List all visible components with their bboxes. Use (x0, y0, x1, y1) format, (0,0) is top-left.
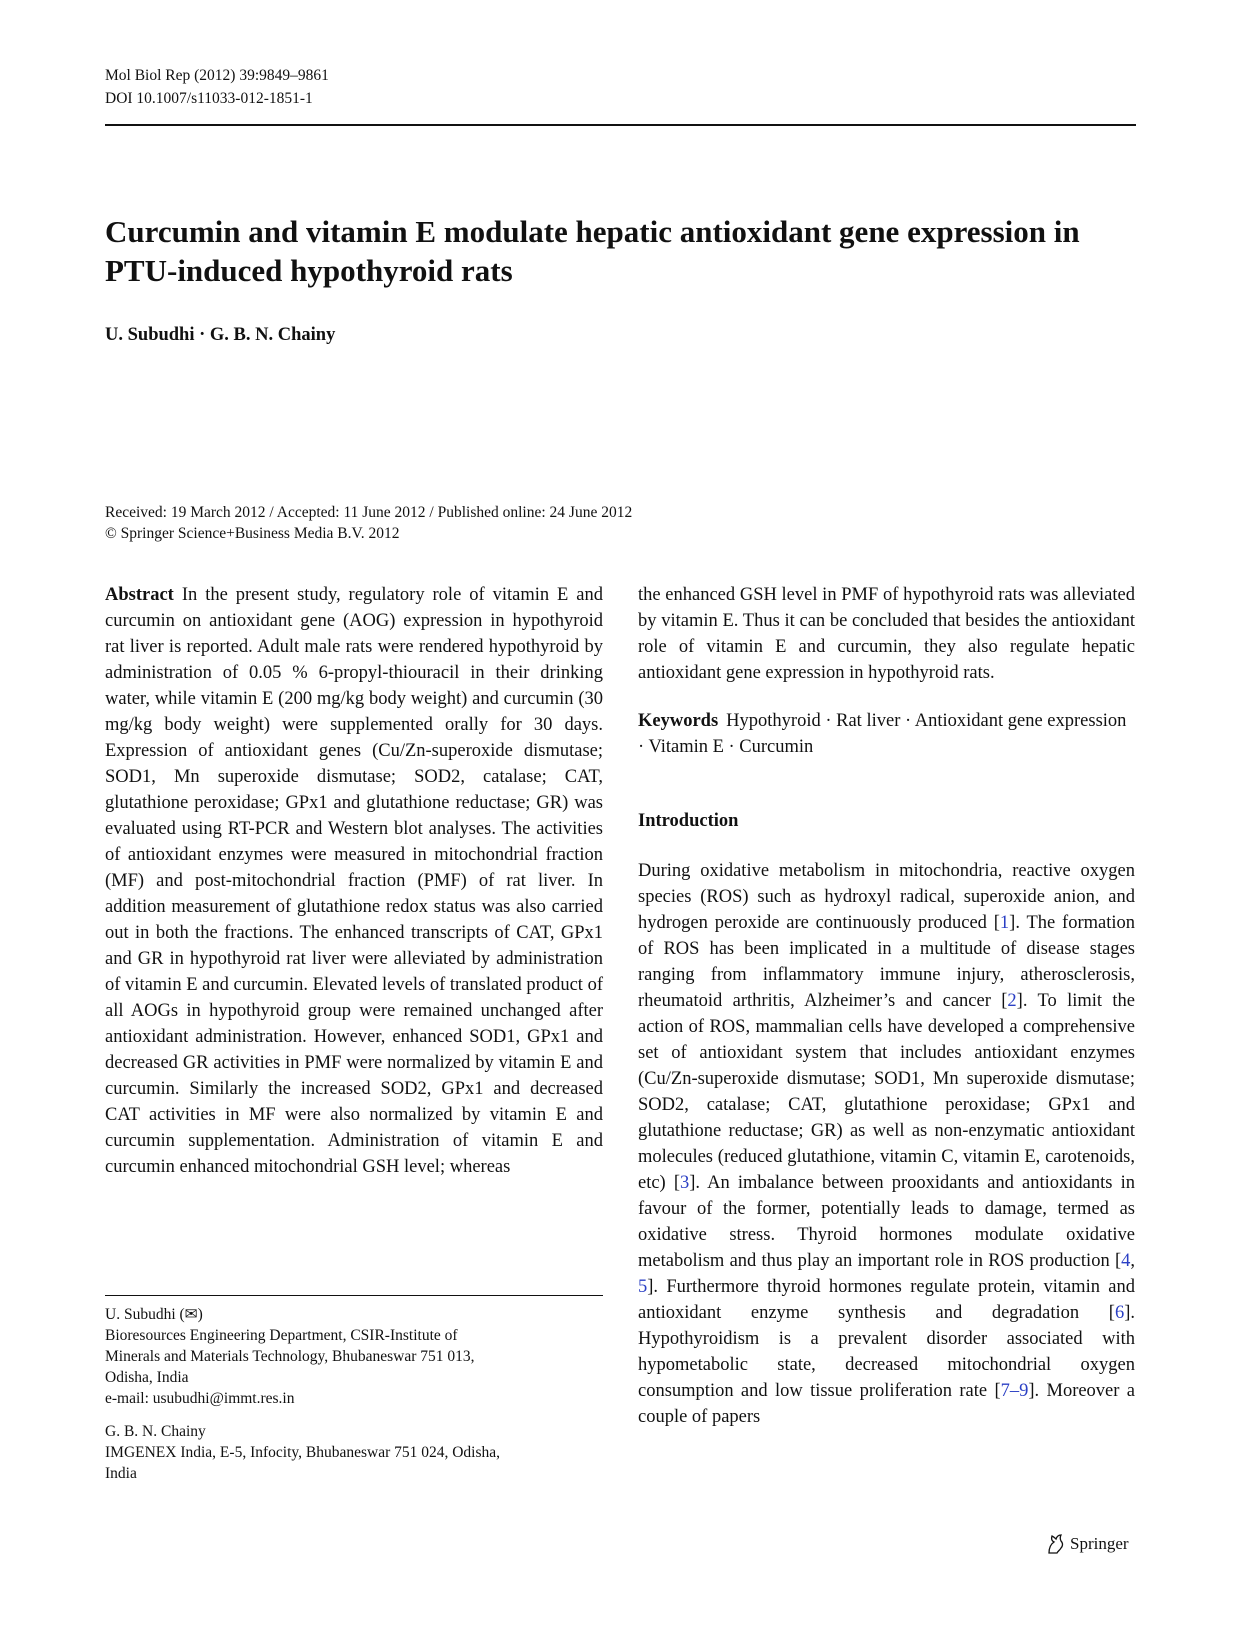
author-chainy: G. B. N. Chainy (209, 325, 336, 345)
journal-header (105, 64, 329, 110)
journal-citation: Mol Biol Rep (2012) 39:9849–9861 (105, 67, 329, 84)
header-rule (105, 124, 1136, 126)
citation-link[interactable]: 5 (638, 1277, 648, 1297)
introduction-text (638, 858, 1135, 1430)
affiliation-author1-name: U. Subudhi (✉) (105, 1306, 203, 1323)
right-column (638, 582, 1135, 1430)
abstract (105, 582, 603, 1180)
abstract-continued: the enhanced GSH level in PMF of hypothyroid rats was alleviated by vitamin E. Thus it can be concluded that besides the antioxidant role of vitamin E and curcumin, they also regulate hepatic antioxidant gene expression in hypothyroid rats. (638, 585, 1135, 683)
article-history (105, 502, 632, 544)
article-title: Curcumin and vitamin E modulate hepatic antioxidant gene expression in PTU-induced hypothyroid rats (105, 214, 1080, 288)
intro-text-segment: ]. An imbalance between prooxidants and antioxidants in favour of the former, potentially leads to damage, termed as oxidative stress. Thyroid hormones modulate oxidative metabolism and thus play an important role in ROS production [ (638, 1173, 1135, 1271)
keywords-label: Keywords (638, 711, 719, 731)
author-separator: · (194, 325, 210, 345)
citation-link[interactable]: 2 (1007, 991, 1017, 1011)
keywords (638, 708, 1135, 760)
intro-text-segment: During oxidative metabolism in mitochondria, reactive oxygen species (ROS) such as hydroxyl radical, superoxide anion, and hydrogen peroxide are continuously produced [ (638, 861, 1135, 933)
affiliation-author2-name: G. B. N. Chainy (105, 1423, 206, 1440)
abstract-text-left: In the present study, regulatory role of vitamin E and curcumin on antioxidant gene (AOG) expression in hypothyroid rat liver is reported. Adult male rats were rendered hypothyroid by administration of 0.05 % 6-propyl-thiouracil in their drinking water, while vitamin E (200 mg/kg body weight) and curcumin (30 mg/kg body weight) were supplemented orally for 30 days. Expression of antioxidant genes (Cu/Zn-superoxide dismutase; SOD1, Mn superoxide dismutase; SOD2, catalase; CAT, glutathione peroxidase; GPx1 and glutathione reductase; GR) was evaluated using RT-PCR and Western blot analyses. The activities of antioxidant enzymes were measured in mitochondrial fraction (MF) and post-mitochondrial fraction (PMF) of rat liver. In addition measurement of glutathione redox status was also carried out in both the fractions. The enhanced transcripts of CAT, GPx1 and GR in hypothyroid rat liver were alleviated by administration of vitamin E and curcumin. Elevated levels of translated product of all AOGs in hypothyroid group were remained unchanged after antioxidant administration. However, enhanced SOD1, GPx1 and decreased GR activities in PMF were normalized by vitamin E and curcumin. Similarly the increased SOD2, GPx1 and decreased CAT activities in MF were also normalized by vitamin E and curcumin supplementation. Administration of vitamin E and curcumin enhanced mitochondrial GSH level; whereas (105, 585, 603, 1177)
affiliation-email[interactable]: e-mail: usubudhi@immt.res.in (105, 1390, 295, 1407)
affiliation-author1-line: Minerals and Materials Technology, Bhubaneswar 751 013, (105, 1348, 475, 1365)
introduction-heading: Introduction (638, 811, 739, 831)
intro-text-segment: ]. To limit the action of ROS, mammalian cells have developed a comprehensive set of antioxidant system that includes antioxidant enzymes (Cu/Zn-superoxide dismutase; SOD1, Mn superoxide dismutase; SOD2, catalase; CAT, glutathione peroxidase; GPx1 and glutathione reductase; GR) as well as non-enzymatic antioxidant molecules (reduced glutathione, vitamin C, vitamin E, carotenoids, etc) [ (638, 991, 1135, 1193)
citation-link[interactable]: 1 (999, 913, 1010, 933)
affiliation-author1-line: Odisha, India (105, 1369, 189, 1386)
publisher-logo (1045, 1533, 1129, 1555)
affiliations (105, 1304, 603, 1484)
affiliation-rule (105, 1295, 603, 1296)
affiliation-author1-line: Bioresources Engineering Department, CSIR-Institute of (105, 1327, 458, 1344)
intro-text-segment: ]. Furthermore thyroid hormones regulate protein, vitamin and antioxidant enzyme synthesis and degradation [ (638, 1277, 1135, 1323)
intro-text-segment: , (1130, 1251, 1135, 1271)
citation-link[interactable]: 7–9 (1000, 1381, 1029, 1401)
doi: DOI 10.1007/s11033-012-1851-1 (105, 90, 313, 107)
affiliation-author2-line: IMGENEX India, E-5, Infocity, Bhubaneswar 751 024, Odisha, (105, 1444, 501, 1461)
keywords-text: Hypothyroid · Rat liver · Antioxidant gene expression · Vitamin E · Curcumin (638, 711, 1127, 757)
publisher-name: Springer (1070, 1534, 1129, 1553)
affiliation-author2-line: India (105, 1465, 137, 1482)
citation-link[interactable]: 4 (1121, 1251, 1131, 1271)
citation-link[interactable]: 3 (680, 1173, 690, 1193)
intro-text-segment: ]. Moreover a couple of papers (638, 1381, 1135, 1427)
intro-text-segment: ]. Hypothyroidism is a prevalent disorder associated with hypometabolic state, decreased mitochondrial oxygen consumption and low tissue proliferation rate [ (638, 1303, 1135, 1401)
received-accepted-dates: Received: 19 March 2012 / Accepted: 11 June 2012 / Published online: 24 June 2012 (105, 504, 633, 521)
author-subudhi: U. Subudhi (105, 325, 195, 345)
author-list (105, 325, 335, 346)
abstract-label: Abstract (105, 585, 174, 605)
citation-link[interactable]: 6 (1114, 1303, 1125, 1323)
left-column (105, 582, 603, 1180)
springer-horse-icon (1045, 1533, 1065, 1555)
intro-text-segment: ]. The formation of ROS has been implicated in a multitude of disease stages ranging from inflammatory immune injury, atherosclerosis, rheumatoid arthritis, Alzheimer’s and cancer [ (638, 913, 1135, 1011)
copyright: © Springer Science+Business Media B.V. 2012 (105, 525, 400, 542)
